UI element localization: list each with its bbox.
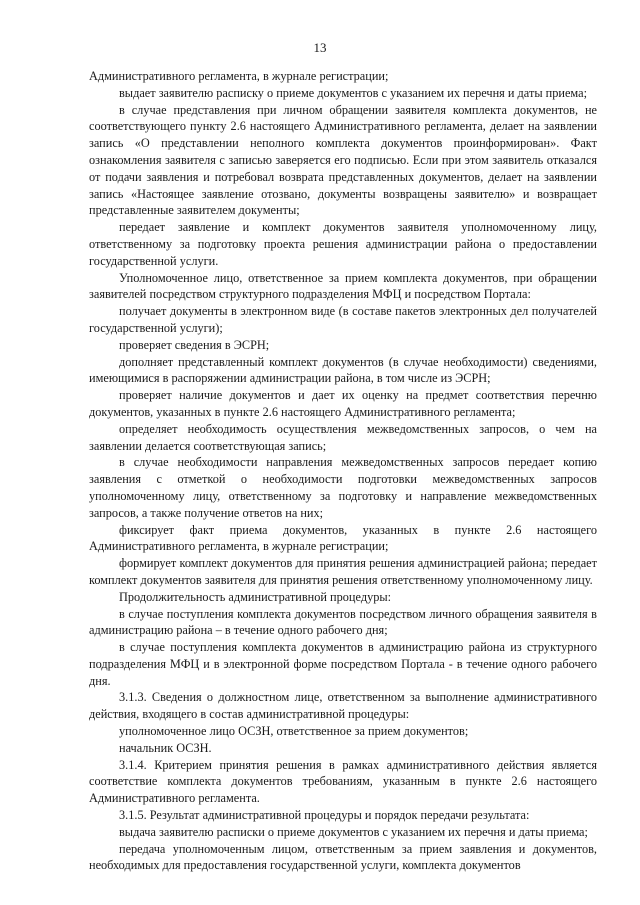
paragraph: Продолжительность административной процедуры:: [119, 589, 392, 604]
paragraph: определяет необходимость осуществления межведомственных запросов, о чем на заявлении делается соответствующая запись;: [89, 421, 597, 453]
paragraph: в случае поступления комплекта документов в администрацию района из структурного подразделения МФЦ и в электронной форме посредством Портала - в течение одного рабочего дня.: [89, 640, 597, 688]
paragraph: уполномоченное лицо ОСЗН, ответственное за прием документов;: [119, 724, 469, 739]
paragraph: 3.1.5. Результат административной процедуры и порядок передачи результата:: [119, 808, 530, 823]
paragraph: выдает заявителю расписку о приеме документов с указанием их перечня и даты приема;: [119, 85, 587, 100]
paragraph: передача уполномоченным лицом, ответственным за прием заявления и документов, необходимых для предоставления государственной услуги, комплекта документов: [89, 841, 597, 873]
paragraph: получает документы в электронном виде (в составе пакетов электронных дел получателей государственной услуги);: [89, 304, 597, 335]
paragraph: в случае представления при личном обращении заявителя комплекта документов, не соответствующего пункту 2.6 настоящего Административного регламента, делает на заявлении запись «О представлении неполного комплекта документов проинформирован». Факт ознакомления заявителя с записью заверяется его подписью. Если при этом заявитель отказался от подачи заявления и потребовал возврата представленных документов, делает на заявлении запись «Настоящее заявление отозвано, документы возвращены заявителю» и возвращает представленные заявителем документы;: [89, 102, 597, 218]
paragraph: в случае необходимости направления межведомственных запросов передает копию заявления с отметкой о необходимости подготовки межведомственных запросов уполномоченному лицу, ответственному за подготовку и направление межведомственных запросов, а также получение ответов на них;: [89, 455, 597, 520]
paragraph: дополняет представленный комплект документов (в случае необходимости) сведениями, имеющимися в распоряжении администрации района, в том числе из ЭСРН;: [89, 354, 597, 386]
paragraph: формирует комплект документов для принятия решения администрацией района; передает комплект документов заявителя для принятия решения ответственному уполномоченному лицу.: [89, 556, 597, 587]
paragraph: выдача заявителю расписки о приеме документов с указанием их перечня и даты приема;: [119, 824, 588, 839]
page-number: 13: [313, 40, 327, 55]
paragraph: Административного регламента, в журнале регистрации;: [89, 69, 389, 83]
paragraph: проверяет сведения в ЭСРН;: [119, 337, 270, 352]
paragraph: Уполномоченное лицо, ответственное за прием комплекта документов, при обращении заявителей посредством структурного подразделения МФЦ и посредством Портала:: [89, 270, 597, 302]
document-body: [89, 68, 597, 874]
paragraph: 3.1.3. Сведения о должностном лице, ответственном за выполнение административного действия, входящего в состав административной процедуры:: [89, 690, 597, 722]
paragraph: начальник ОСЗН.: [119, 740, 212, 755]
paragraph: передает заявление и комплект документов заявителя уполномоченному лицу, ответственному за подготовку проекта решения администрации района о предоставлении государственной услуги.: [89, 220, 597, 268]
paragraph: в случае поступления комплекта документов посредством личного обращения заявителя в администрацию района – в течение одного рабочего дня;: [89, 606, 597, 638]
paragraph: фиксирует факт приема документов, указанных в пункте 2.6 настоящего Административного регламента, в журнале регистрации;: [89, 522, 597, 554]
paragraph: проверяет наличие документов и дает их оценку на предмет соответствия перечню документов, указанных в пункте 2.6 настоящего Административного регламента;: [89, 388, 597, 419]
paragraph: 3.1.4. Критерием принятия решения в рамках административного действия является соответствие комплекта документов требованиям, указанным в пункте 2.6 настоящего Административного регламента.: [89, 757, 597, 806]
